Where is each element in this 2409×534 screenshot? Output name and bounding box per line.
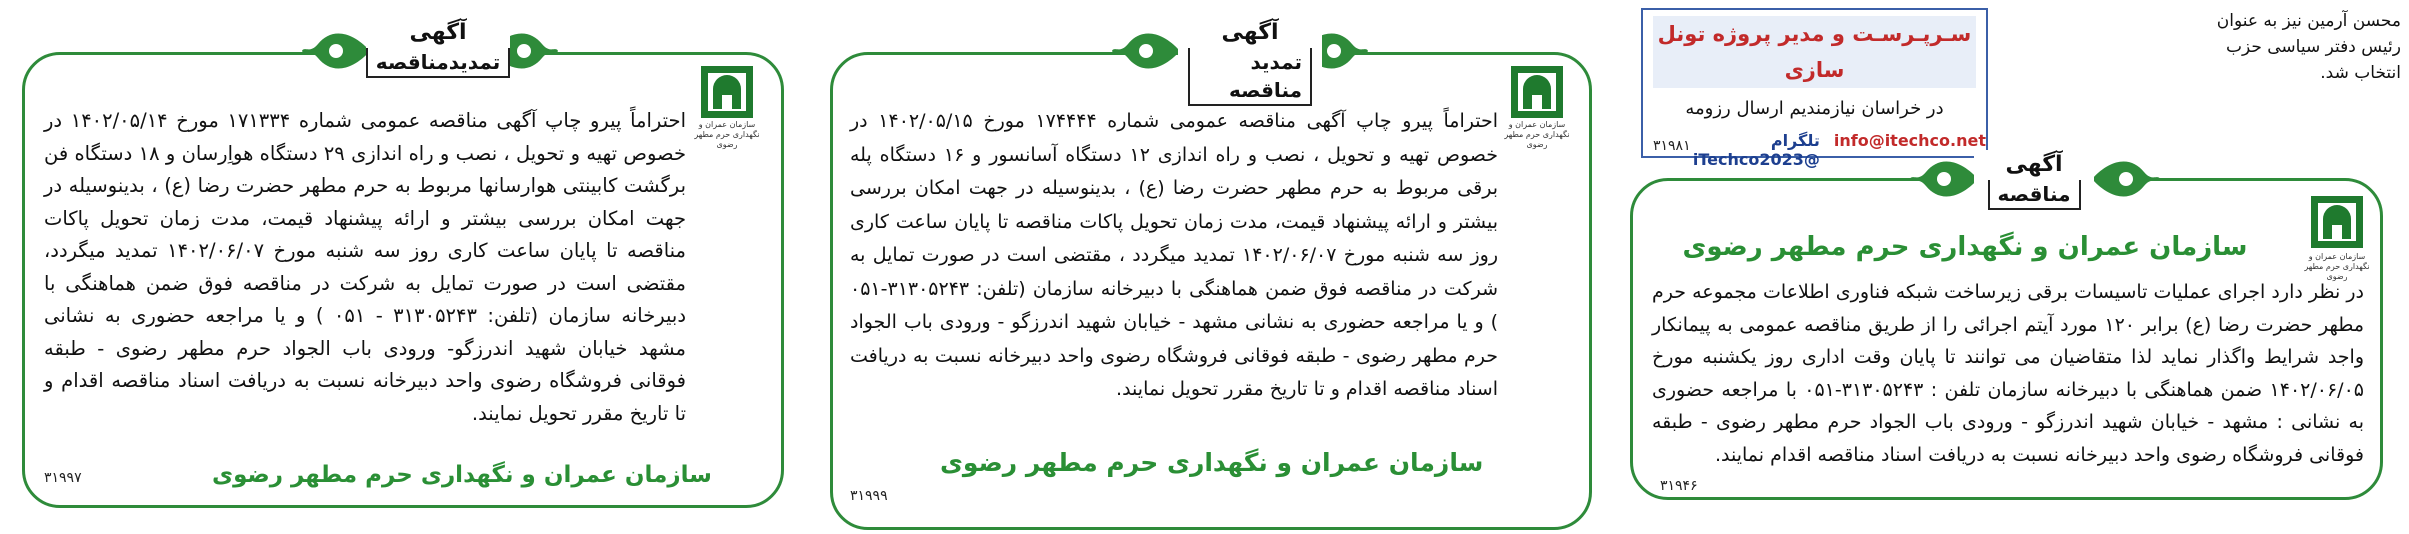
ad-tag: [1974, 150, 2094, 210]
ad-signature: سازمان عمران و نگهداری حرم مطهر رضوی: [212, 462, 712, 488]
logo-caption: سازمان عمران و نگهداری حرم مطهر رضوی: [2304, 252, 2370, 281]
ad-signature: سازمان عمران و نگهداری حرم مطهر رضوی: [940, 448, 1484, 477]
ad-body: احتراماً پیرو چاپ آگهی مناقصه عمومی شماره ۱۷۴۴۴۴ مورخ ۱۴۰۲/۰۵/۱۵ در خصوص تهیه و تحویل ، نصب و راه اندازی ۱۲ دستگاه آسانسور و ۱۶ دستگاه پله برقی مربوط به حرم مطهر حضرت رضا (ع) ، بدینوسیله در جهت امکان بررسی بیشتر و ارائه پیشنهاد قیمت، مدت زمان تحویل پاکات مناقصه تا پایان ساعت کاری روز سه شنبه مورخ ۱۴۰۲/۰۶/۰۷ تمدید میگردد ، مقتضی است در صورت تمایل به شرکت در مناقصه فوق ضمن هماهنگی با دبیرخانه سازمان (تلفن: ۳۱۳۰۵۲۴۳-۰۵۱ ) و یا مراجعه حضوری به نشانی مشهد - خیابان شهید اندرزگو - ورودی باب الجواد حرم مطهر رضوی - طبقه فوقانی فروشگاه رضوی واحد دبیرخانه نسبت به دریافت اسناد مناقصه اقدام و تا تاریخ مقرر تحویل نمایند.: [850, 110, 1499, 400]
banner-email: info@itechco.net: [1833, 131, 1986, 150]
logo-caption: سازمان عمران و نگهداری حرم مطهر رضوی: [694, 120, 760, 149]
ad-body: در نظر دارد اجرای عملیات تاسیسات برقی زیرساخت شبکه فناوری اطلاعات مجموعه حرم مطهر حضرت رضا (ع) برابر ۱۲۰ مورد آیتم اجرائی را از طریق مناقصه عمومی به پیمانکار واجد شرایط واگذار نماید لذا متقاضیان می توانند تا پایان وقت اداری روز یکشنبه مورخ ۱۴۰۲/۰۶/۰۵ ضمن هماهنگی با دبیرخانه سازمان تلفن : ۳۱۳۰۵۲۴۳-۰۵۱ با مراجعه حضوری به نشانی : مشهد - خیابان شهید اندرزگو - ورودی باب الجواد حرم مطهر رضوی - طبقه فوقانی فروشگاه رضوی واحد دبیرخانه نسبت به دریافت اسناد مناقصه اقدام نمایند.: [1652, 281, 2364, 466]
ornament-icon: [2090, 152, 2162, 206]
ad-number: ۳۱۹۸۱: [1653, 138, 1691, 154]
column-text: محسن آرمین نیز به عنوان رئیس دفتر سیاسی حزب انتخاب شد.: [2216, 11, 2401, 83]
tag-title: آگهی: [409, 20, 467, 45]
ornament-icon: [300, 24, 372, 78]
ad-banner: [1641, 8, 1988, 169]
ad-tag: [1178, 18, 1322, 106]
tag-subtitle: تمدید مناقصه: [1188, 48, 1312, 106]
banner-telegram: تلگرام @iTechco2023: [1692, 131, 1820, 169]
tag-subtitle: مناقصه: [1988, 180, 2081, 210]
banner-line: در خراسان نیازمندیم ارسال رزومه: [1685, 98, 1944, 119]
tag-subtitle: تمدیدمناقصه: [366, 48, 511, 78]
ad-body: احتراماً پیرو چاپ آگهی مناقصه عمومی شماره ۱۷۱۳۳۴ مورخ ۱۴۰۲/۰۵/۱۴ در خصوص تهیه و تحویل ، نصب و راه اندازی ۲۹ دستگاه هواِرسان و ۱۸ دستگاه فن برگشت کابینتی هوارسانها مربوط به حرم مطهر حضرت رضا (ع) ، بدینوسیله در جهت امکان بررسی بیشتر و ارائه پیشنهاد قیمت، مدت زمان تحویل پاکات مناقصه تا پایان ساعت کاری روز سه شنبه مورخ ۱۴۰۲/۰۶/۰۷ تمدید میگردد، مقتضی است در صورت تمایل به شرکت در مناقصه فوق ضمن هماهنگی با دبیرخانه سازمان (تلفن: ۳۱۳۰۵۲۴۳ - ۰۵۱ ) و یا مراجعه حضوری به نشانی مشهد خیابان شهید اندرزگو- ورودی باب الجواد حرم مطهر رضوی - طبقه فوقانی فروشگاه رضوی واحد دبیرخانه نسبت به دریافت اسناد مناقصه اقدام و تا تاریخ مقرر تحویل نمایند.: [44, 109, 687, 425]
ad-tag: [366, 18, 510, 78]
tag-title: آگهی: [1221, 20, 1279, 45]
ad-number: ۳۱۹۹۹: [850, 488, 888, 504]
ornament-icon: [1110, 24, 1182, 78]
logo-caption: سازمان عمران و نگهداری حرم مطهر رضوی: [1504, 120, 1570, 149]
ad-number: ۳۱۹۴۶: [1660, 478, 1698, 494]
ad-headline: سازمان عمران و نگهداری حرم مطهر رضوی: [1682, 232, 2248, 262]
ad-number: ۳۱۹۹۷: [44, 470, 82, 486]
banner-title: سـرپـرسـت و مدیر پروژه تونل سازی: [1653, 16, 1976, 88]
ornament-icon: [1908, 152, 1980, 206]
tag-title: آگهی: [2005, 152, 2063, 177]
